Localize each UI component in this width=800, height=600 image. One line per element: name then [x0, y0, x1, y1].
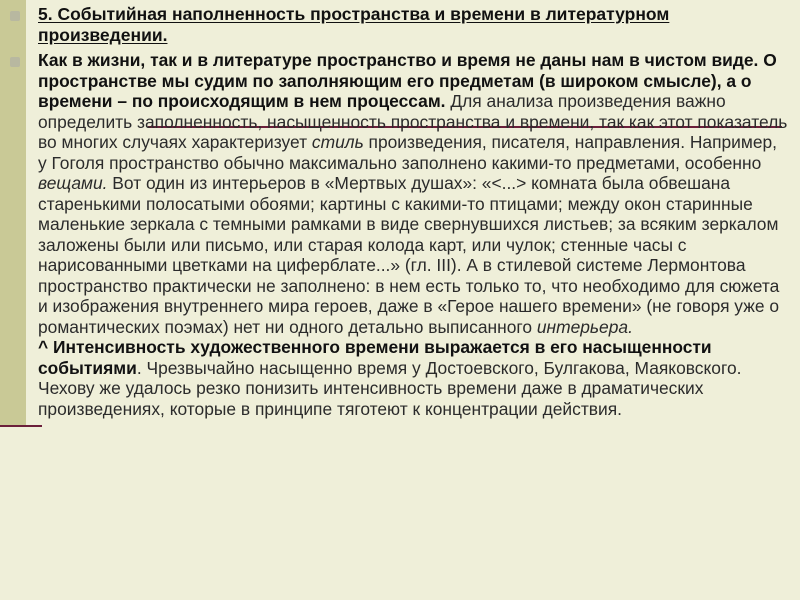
italic-term: вещами. [38, 173, 108, 193]
text-segment: . Чрезвычайно насыщенно время у Достоевского, Булгакова, Маяковского. Чехову же удалось резко понизить интенсивность времени даже в драматических произведениях, которые в принципе тяготеют к концентрации действия. [38, 357, 742, 419]
text-segment: Вот один из интерьеров в «Мертвых душах»: «<...> комната была обвешана старенькими полосатыми обоями; картины с какими-то птицами; между окон старинные маленькие зеркала с темными рамками в виде свернувшихся листьев; за всяким зеркалом заложены были или письмо, или старая колода карт, или чулок; стенные часы с нарисованными цветками на циферблате...» (гл. III). А в стилевой системе Лермонтова пространство практически не заполнено: в нем есть только то, что необходимо для сюжета и изображения внутреннего мира героев, даже в «Герое нашего времени» (не говоря уже о романтических поэмах) нет ни одного детально выписанного [38, 173, 780, 337]
heading-bullet-row [10, 4, 790, 46]
slide-content [10, 4, 790, 419]
bold-intro: Как в жизни, так и в литературе пространство и время не даны нам в чистом виде. О пространстве мы судим по заполняющим его предметам (в широком смысле), а о времени – по происходящим в нем процессам. [38, 50, 777, 111]
text-segment: Для анализа произведения важно определить заполненность, насыщенность пространства и времени, так как этот показатель во многих случаях характеризует [38, 91, 788, 152]
bold-statement: ^ Интенсивность художественного времени выражается в его насыщенности событиями [38, 337, 712, 378]
italic-term: интерьера. [536, 316, 633, 337]
left-divider-line [0, 425, 42, 427]
bullet-square-icon [10, 57, 20, 67]
slide-heading: 5. Событийная наполненность пространства и времени в литературном произведении. [38, 4, 670, 45]
bullet-square-icon [10, 11, 20, 21]
body-bullet-row [10, 50, 790, 419]
body-paragraph [38, 50, 790, 419]
text-segment: произведения, писателя, направления. Например, у Гоголя пространство обычно максимально заполнено какими-то предметами, особенно [38, 132, 778, 173]
italic-term: стиль [311, 132, 364, 152]
